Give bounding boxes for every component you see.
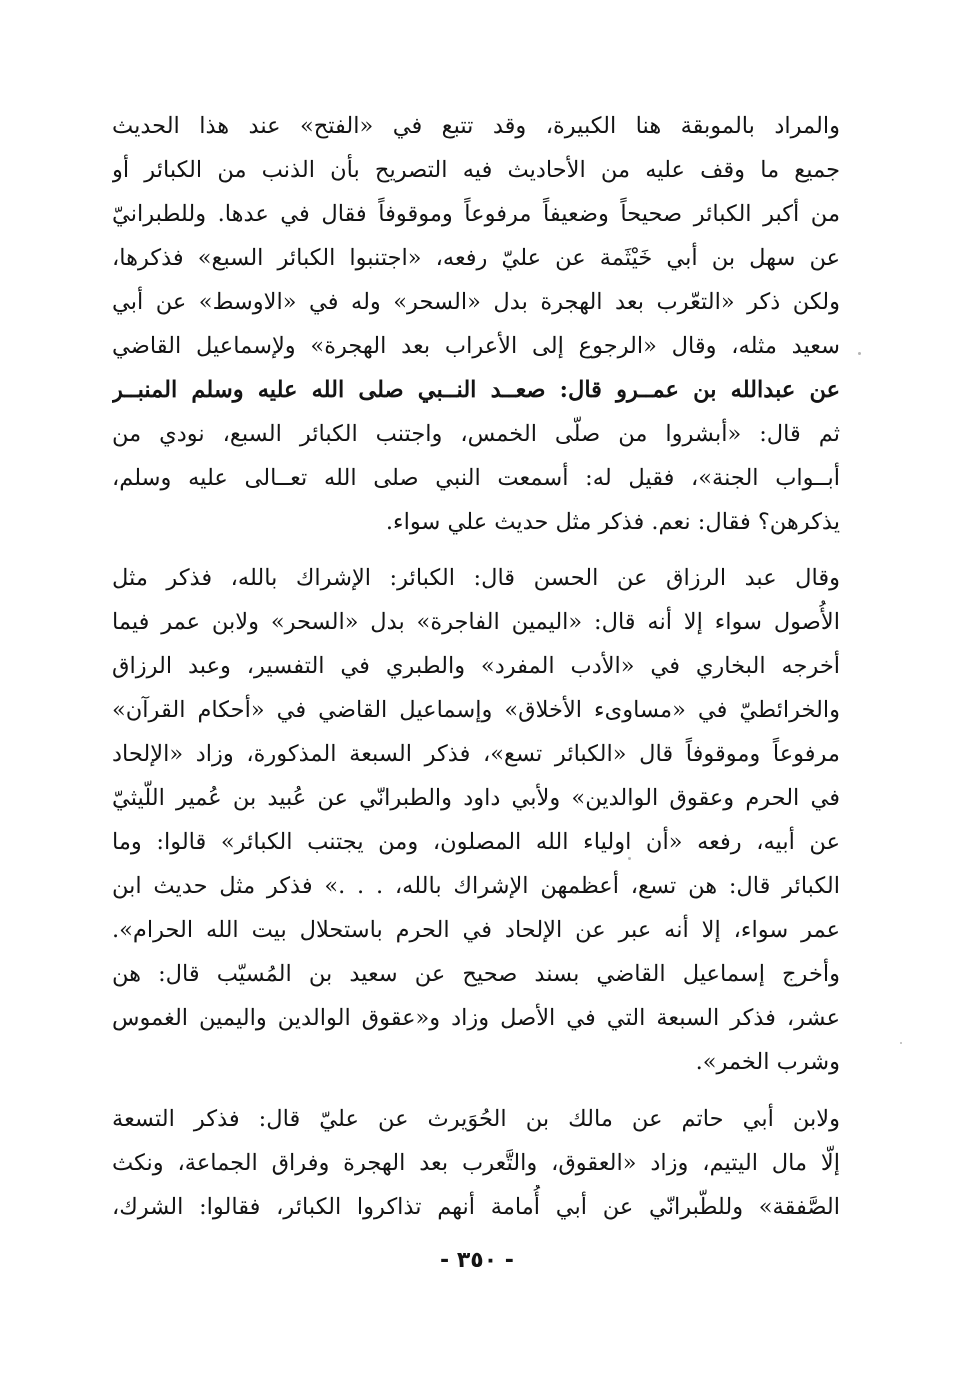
text-line: من أكبر الكبائر صحيحاً وضعيفاً مرفوعاً وموقوفاً فقال في عدها. وللطبرانيّ — [112, 201, 840, 227]
text-line: عن أبيه، رفعه «أن اولياء الله المصلون، ومن يجتنب الكبائر» قالوا: وما — [112, 829, 840, 855]
text-line: والمراد بالموبقة هنا الكبيرة، وقد تتبع في «الفتح» عند هذا الحديث — [112, 113, 840, 139]
text-line: يذكرهن؟ فقال: نعم. فذكر مثل حديث علي سواء. — [385, 509, 840, 535]
text-line: جميع ما وقف عليه من الأحاديث فيه التصريح بأن الذنب من الكبائر أو — [112, 157, 840, 183]
text-line: أبــواب الجنة»، فقيل له: أسمعت النبي صلى الله تعــالى عليه وسلم، — [112, 465, 840, 491]
scan-speck — [858, 352, 861, 355]
text-line: وقال عبد الرزاق عن الحسن قال: الكبائر: الإشراك بالله، فذكر مثل — [112, 565, 840, 591]
text-line: ثم قال: «أبشروا من صلّى الخمس، واجتنب الكبائر السبع، نودي من — [112, 421, 840, 447]
text-line: الصَّفقة» وللطّبرانّي عن أبي أُمامة أنهم تذاكروا الكبائر، فقالوا: الشرك، — [112, 1194, 840, 1220]
text-line: والخرائطيّ في «مساوىء الأخلاق» وإسماعيل القاضي في «أحكام القرآن» — [112, 697, 840, 723]
text-line: إلّا مال اليتيم، وزاد «العقوق، والتَّعرب بعد الهجرة وفراق الجماعة، ونكث — [112, 1150, 840, 1176]
text-line: مرفوعاً وموقوفاً قال «الكبائر تسع»، فذكر السبعة المذكورة، وزاد «الإلحاد — [112, 741, 840, 767]
scan-speck — [628, 857, 631, 860]
paragraph-1 — [112, 104, 840, 544]
text-line: ولكن ذكر «التعّرب بعد الهجرة بدل «السحر» وله في «الاوسط» عن أبي — [112, 289, 840, 315]
text-line: عن عبدالله بن عمــرو قال: صعــد النــبي صلى الله عليه وسلم المنبــر — [112, 377, 840, 403]
paragraph-2 — [112, 556, 840, 1084]
page-number: - ٣٥٠ - — [440, 1248, 514, 1273]
text-line: عشر، فذكر السبعة التي في الأصل وزاد و«عقوق الوالدين واليمين الغموس — [112, 1005, 840, 1031]
text-line: أخرجه البخاري في «الأدب المفرد» والطبري في التفسير، وعبد الرزاق — [112, 653, 840, 679]
text-line: وشرب الخمر». — [695, 1049, 840, 1075]
text-line: سعيد مثله، وقال «الرجوع إلى الأعراب بعد الهجرة» ولإسماعيل القاضي — [112, 333, 840, 359]
paragraph-3 — [112, 1097, 840, 1229]
text-line: ولابن أبي حاتم عن مالك بن الحُوَيرث عن عليّ قال: فذكر التسعة — [112, 1106, 840, 1132]
text-line: في الحرم وعقوق الوالدين» ولأبي داود والطبرانّي عن عُبيد بن عُمير اللّيثيّ — [112, 785, 840, 811]
text-line: عن سهل بن أبي خَيْثَمة عن عليّ رفعه، «اجتنبوا الكبائر السبع» فذكرها، — [112, 245, 840, 271]
text-line: وأخرج إسماعيل القاضي بسند صحيح عن سعيد بن المُسيّب قال: هن — [112, 961, 840, 987]
scan-speck — [900, 1042, 902, 1044]
text-line: عمر سواء، إلا أنه عبر عن الإلحاد في الحرم باستحلال بيت الله الحرام». — [112, 917, 840, 943]
text-line: الأُصول سواء إلا أنه قال: «اليمين الفاجرة» بدل «السحر» ولابن عمر فيما — [112, 609, 840, 635]
text-line: الكبائر قال: هن تسع، أعظمهن الإشراك بالله، . . .» فذكر مثل حديث ابن — [112, 873, 840, 899]
